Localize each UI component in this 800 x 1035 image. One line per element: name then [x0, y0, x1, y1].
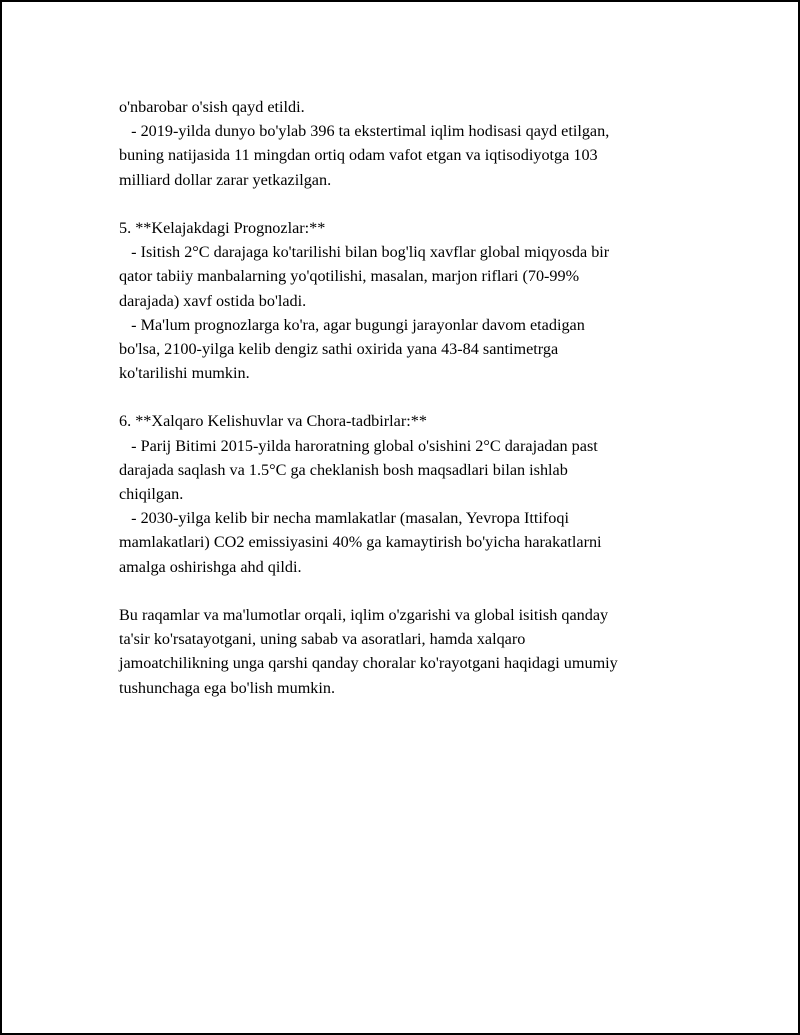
text-line: milliard dollar zarar yetkazilgan.: [119, 170, 332, 189]
text-line: - Ma'lum prognozlarga ko'ra, agar bugungi jarayonlar davom etadigan: [119, 315, 585, 334]
paragraph-spacer: [119, 579, 719, 603]
text-line: darajada saqlash va 1.5°C ga cheklanish bosh maqsadlari bilan ishlab: [119, 460, 568, 479]
paragraph-spacer: [119, 385, 719, 409]
document-body: [119, 95, 719, 700]
section-heading: 5. **Kelajakdagi Prognozlar:**: [119, 218, 326, 237]
text-line: jamoatchilikning unga qarshi qanday choralar ko'rayotgani haqidagi umumiy: [119, 654, 618, 673]
text-line: tushunchaga ega bo'lish mumkin.: [119, 678, 336, 697]
section-heading: 6. **Xalqaro Kelishuvlar va Chora-tadbirlar:**: [119, 412, 427, 431]
text-line: o'nbarobar o'sish qayd etildi.: [119, 98, 305, 116]
text-line: darajada) xavf ostida bo'ladi.: [119, 291, 307, 310]
text-line: ta'sir ko'rsatayotgani, uning sabab va asoratlari, hamda xalqaro: [119, 630, 526, 649]
text-line: buning natijasida 11 mingdan ortiq odam vafot etgan va iqtisodiyotga 103: [119, 146, 598, 165]
text-line: chiqilgan.: [119, 485, 184, 503]
text-line: qator tabiiy manbalarning yo'qotilishi, masalan, marjon riflari (70-99%: [119, 267, 580, 286]
text-line: - Isitish 2°C darajaga ko'tarilishi bilan bog'liq xavflar global miqyosda bir: [119, 243, 610, 262]
text-line: - Parij Bitimi 2015-yilda haroratning global o'sishini 2°C darajadan past: [119, 436, 598, 455]
paragraph-spacer: [119, 192, 719, 216]
text-line: bo'lsa, 2100-yilga kelib dengiz sathi oxirida yana 43-84 santimetrga: [119, 339, 559, 358]
text-line: - 2030-yilga kelib bir necha mamlakatlar (masalan, Yevropa Ittifoqi: [119, 509, 569, 528]
text-line: ko'tarilishi mumkin.: [119, 364, 250, 383]
text-line: Bu raqamlar va ma'lumotlar orqali, iqlim o'zgarishi va global isitish qanday: [119, 605, 609, 624]
text-line: mamlakatlari) CO2 emissiyasini 40% ga kamaytirish bo'yicha harakatlarni: [119, 533, 602, 552]
text-line: - 2019-yilda dunyo bo'ylab 396 ta ekstertimal iqlim hodisasi qayd etilgan,: [119, 122, 610, 141]
text-line: amalga oshirishga ahd qildi.: [119, 557, 302, 576]
